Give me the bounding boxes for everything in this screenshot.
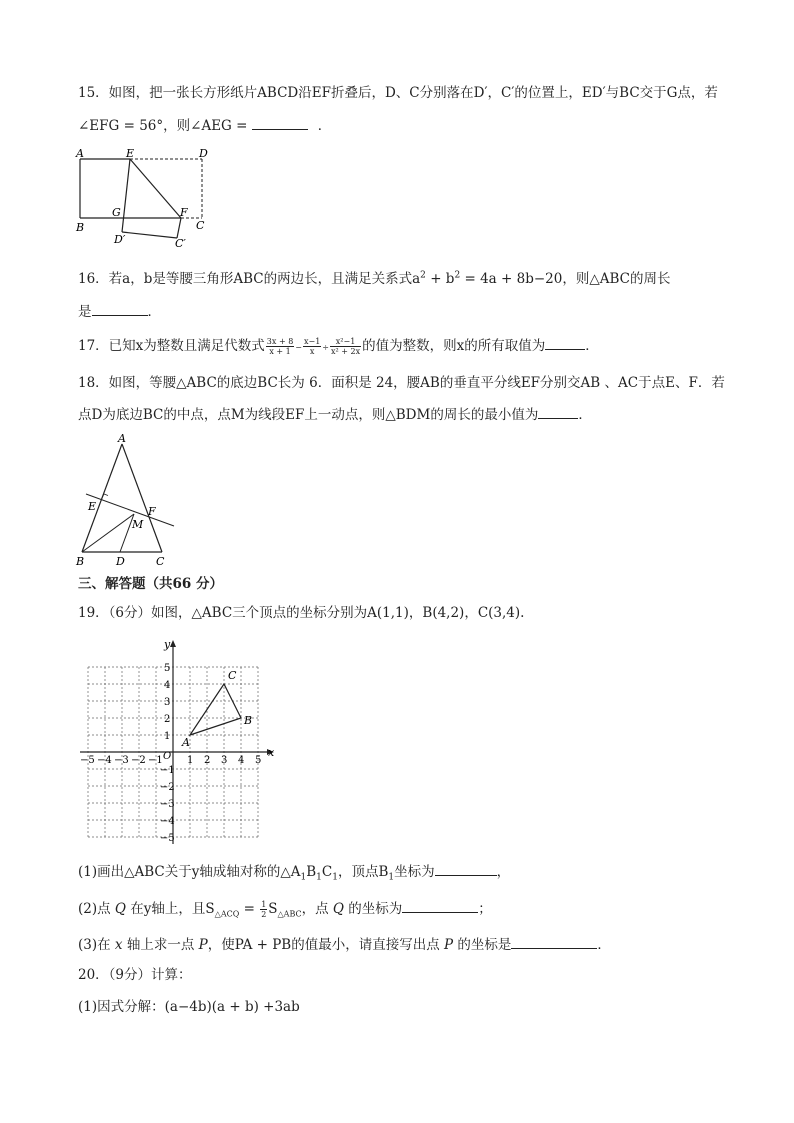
- x-tick-label: 1: [187, 755, 194, 766]
- q18-label-B: B: [76, 555, 85, 568]
- q18-label-F: F: [148, 505, 156, 518]
- q16-end: ．: [147, 304, 161, 320]
- q19-part2-blank[interactable]: [402, 899, 478, 913]
- q18-label-E: E: [88, 500, 97, 513]
- q18-label-C: C: [156, 555, 165, 568]
- q15-label-Dprime: D′: [114, 233, 126, 246]
- q17-line: [78, 336, 599, 357]
- q18-triangle-figure: [72, 430, 184, 570]
- x-tick-label: −3: [114, 755, 129, 766]
- q19-origin-label: O: [163, 751, 172, 762]
- q18-label-D: D: [116, 555, 125, 568]
- q19-part2: (2)点 Q 在y轴上，且$S_{\triangle ACQ}$ = $\frac{1}{2}$ $S_{\triangle ABC}$，点 Q 的坐标为 ；: [78, 900, 492, 919]
- q15-label-A: A: [76, 147, 84, 160]
- q15-label-E: E: [126, 147, 135, 160]
- q15-line1: 15．如图，把一张长方形纸片ABCD沿EF折叠后，D、C分别落在D′，C′的位置上，ED′与BC交于G点，若: [78, 85, 718, 101]
- x-tick-label: 2: [204, 755, 211, 766]
- y-tick-label: 1: [164, 731, 171, 742]
- q19-point-B-label: B: [244, 714, 253, 727]
- x-tick-label: −5: [80, 755, 95, 766]
- q16-sup2: 2: [454, 270, 461, 281]
- section-3-heading: 三、解答题（共66 分）: [78, 576, 223, 592]
- q19-part3-blank[interactable]: [511, 935, 597, 949]
- q17-div: ÷: [322, 343, 329, 352]
- y-tick-label: 5: [164, 663, 171, 674]
- x-tick-label: −2: [131, 755, 146, 766]
- q15-text: ∠EFG = 56°，则∠AEG =: [78, 118, 252, 134]
- q19-intro: 19．（6分）如图，△ABC三个顶点的坐标分别为A(1,1)，B(4,2)，C(3,4).: [78, 605, 525, 621]
- q18-end: ．: [578, 407, 592, 423]
- q18-label-A: A: [118, 432, 126, 445]
- q17-fraction-2: $\frac{x-1}{x}$: [303, 337, 321, 356]
- q15-label-C: C: [196, 219, 205, 232]
- q15-end: ．: [317, 118, 332, 134]
- q15-fold-figure: [74, 144, 214, 250]
- q17-minus: −: [295, 343, 302, 352]
- q17-end: ．: [585, 338, 599, 354]
- q18-line1: 18．如图，等腰△ABC的底边BC长为 6．面积是 24，腰AB的垂直平分线EF分别交AB 、AC于点E、F．若: [78, 375, 725, 391]
- q17-text-b: 的值为整数，则x的所有取值为: [362, 338, 546, 354]
- q16-line1: [78, 270, 670, 288]
- q16-text-b: + b: [425, 271, 455, 287]
- x-tick-label: −1: [148, 755, 163, 766]
- x-tick-label: −4: [97, 755, 112, 766]
- q16-sup1: 2: [420, 270, 426, 281]
- y-tick-label: −4: [160, 816, 175, 827]
- q19-triangle-abc: [190, 684, 241, 735]
- q18-line2: [78, 405, 592, 424]
- x-tick-label: 3: [221, 755, 228, 766]
- q15-label-D: D: [199, 147, 208, 160]
- q18-label-M: M: [132, 518, 144, 531]
- q15-label-B: B: [76, 221, 85, 234]
- q18-answer-blank[interactable]: [538, 405, 578, 419]
- y-tick-label: 2: [164, 714, 171, 725]
- x-tick-label: 4: [238, 755, 245, 766]
- q19-part1: (1)画出△ABC关于y轴成轴对称的$\triangle A_1B_1C_1$，顶点$B_1$坐标为 ，: [78, 864, 511, 883]
- y-tick-label: 3: [164, 697, 171, 708]
- y-tick-label: 4: [164, 680, 171, 691]
- q17-fraction-1: $\frac{3x + 8}{x + 1}$: [266, 337, 294, 356]
- q16-text-a: 16．若a，b是等腰三角形ABC的两边长，且满足关系式a: [78, 271, 421, 287]
- q19-point-A-label: A: [182, 736, 190, 749]
- q19-axis-x-label: x: [268, 746, 275, 759]
- q18-text: 点D为底边BC的中点，点M为线段EF上一动点，则△BDM的周长的最小值为: [78, 407, 539, 423]
- q20-part1: (1)因式分解：(a−4b)(a + b) +3ab: [78, 999, 300, 1015]
- q15-label-F: F: [180, 206, 188, 219]
- q19-coordinate-grid: [70, 634, 282, 848]
- q17-fraction-3: $\frac{\text{x²−1}}{\text{x² + 2x}}$: [331, 337, 361, 356]
- q15-answer-blank[interactable]: [252, 116, 308, 130]
- q19-part3: (3)在 x 轴上求一点 P，使PA + PB的值最小，请直接写出点 P 的坐标是 ．: [78, 937, 611, 953]
- q15-label-Cprime: C′: [175, 237, 186, 250]
- q16-text-c: = 4a + 8b−20，则△ABC的周长: [460, 271, 671, 287]
- q19-half-fraction: $\frac{1}{2}$: [261, 900, 267, 919]
- x-tick-label: 5: [255, 755, 262, 766]
- q16-text-d: 是: [78, 304, 92, 320]
- q17-answer-blank[interactable]: [545, 336, 585, 350]
- q17-text-a: 17．已知x为整数且满足代数式: [78, 338, 265, 354]
- y-tick-label: −5: [160, 833, 175, 844]
- y-tick-label: −3: [160, 799, 175, 810]
- q19-point-C-label: C: [228, 669, 237, 682]
- y-tick-label: −1: [160, 765, 175, 776]
- q15-line2: [78, 116, 331, 135]
- q20-intro: 20．（9分）计算：: [78, 967, 192, 983]
- q16-answer-blank[interactable]: [92, 302, 148, 316]
- q16-line2: [78, 302, 161, 321]
- q19-axis-y-label: y: [164, 638, 171, 651]
- q19-part1-blank[interactable]: [435, 862, 497, 876]
- q19-y-arrow-icon: [170, 640, 176, 647]
- y-tick-label: −2: [160, 782, 175, 793]
- q15-label-G: G: [112, 206, 121, 219]
